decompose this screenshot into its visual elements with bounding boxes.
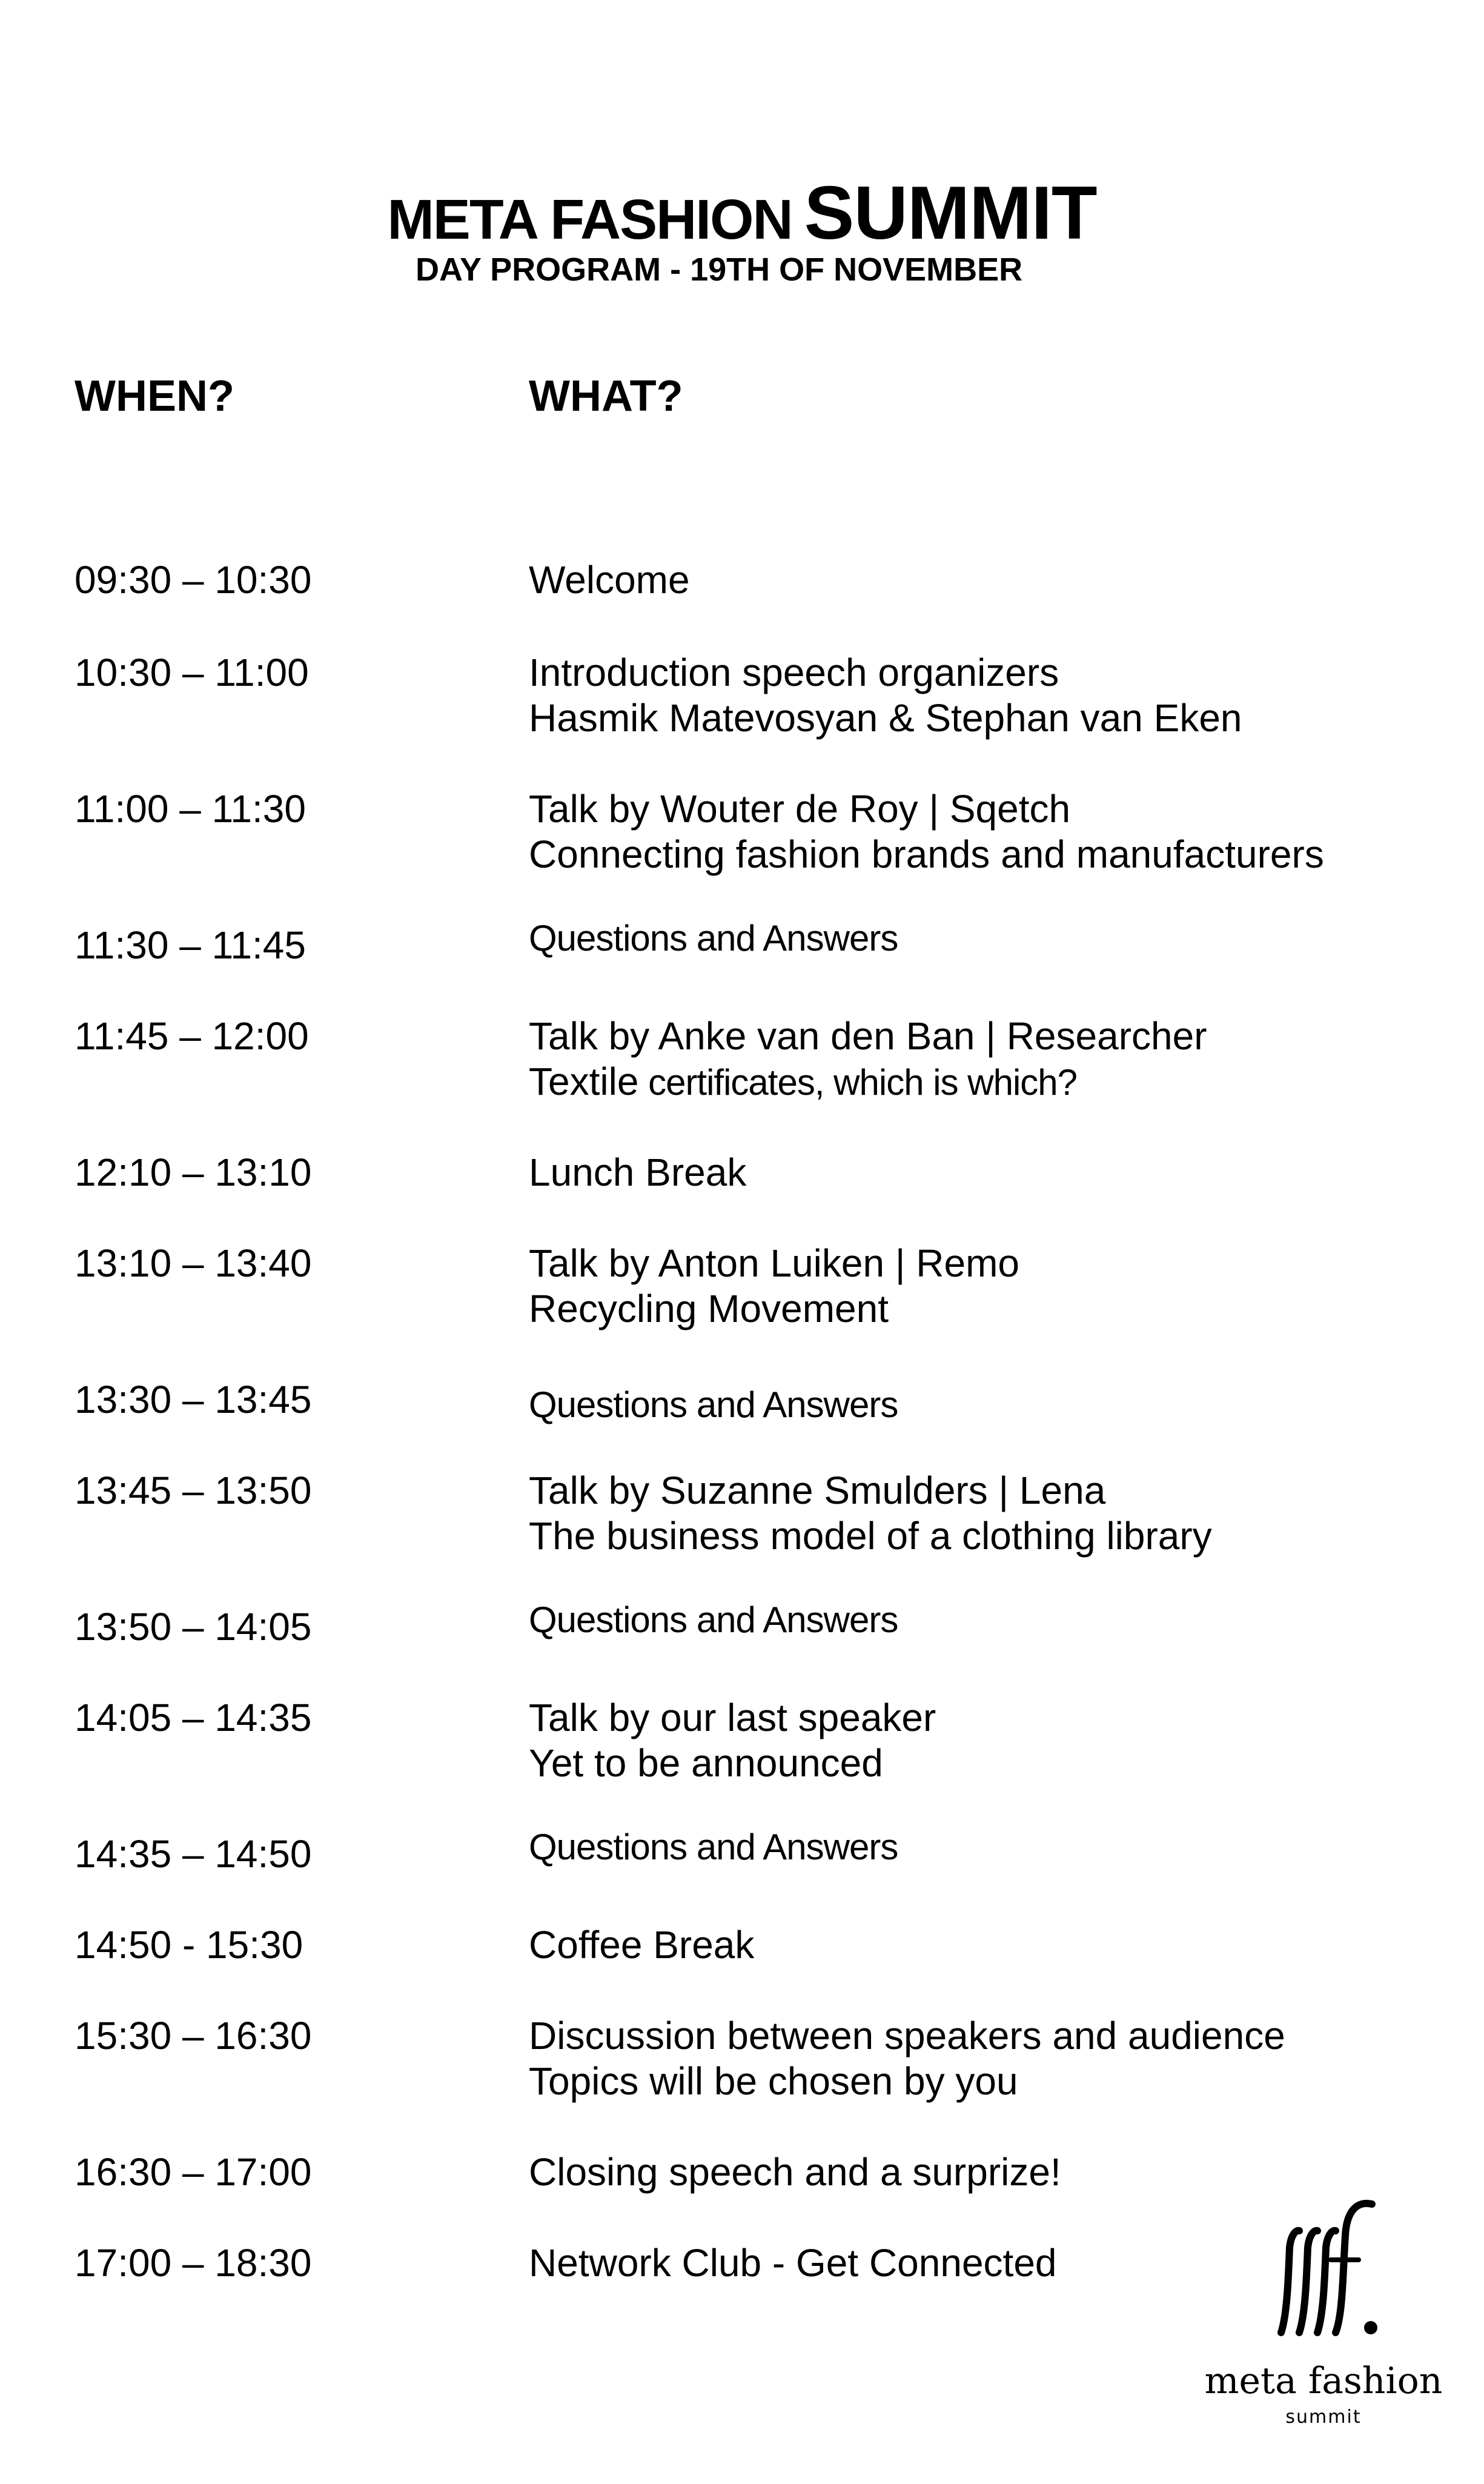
row-description	[529, 786, 1324, 877]
logo-wordmark: meta fashion	[1204, 2360, 1443, 2402]
description-line: Network Club - Get Connected	[529, 2241, 1057, 2285]
description-line	[529, 1059, 1207, 1105]
row-time: 10:30 – 11:00	[75, 651, 309, 694]
description-part: Textile	[529, 1060, 639, 1103]
row-description	[529, 650, 1242, 741]
row-time: 09:30 – 10:30	[75, 558, 312, 602]
row-description	[529, 1014, 1207, 1105]
description-line: Introduction speech organizers	[529, 651, 1059, 694]
row-time: 11:00 – 11:30	[75, 787, 306, 831]
description-line: Connecting fashion brands and manufacturers	[529, 832, 1324, 876]
row-time: 13:10 – 13:40	[75, 1241, 312, 1285]
row-description	[529, 2240, 1057, 2286]
row-time: 15:30 – 16:30	[75, 2014, 312, 2057]
row-description	[529, 1695, 936, 1786]
row-time: 11:45 – 12:00	[75, 1014, 309, 1058]
row-time: 14:35 – 14:50	[75, 1832, 312, 1876]
description-line: Recycling Movement	[529, 1287, 889, 1330]
title-main: META FASHION	[387, 188, 792, 251]
row-description	[529, 2150, 1061, 2195]
row-time: 11:30 – 11:45	[75, 923, 306, 967]
description-line: Welcome	[529, 558, 690, 602]
column-header-when: WHEN?	[75, 372, 234, 420]
row-time: 13:45 – 13:50	[75, 1469, 312, 1512]
description-line: Talk by our last speaker	[529, 1696, 936, 1739]
description-line: Coffee Break	[529, 1923, 755, 1967]
row-description	[529, 2013, 1285, 2104]
row-description	[529, 915, 898, 961]
description-line: Questions and Answers	[529, 1599, 898, 1640]
row-time: 16:30 – 17:00	[75, 2150, 312, 2194]
row-description	[529, 1922, 754, 1968]
row-time: 17:00 – 18:30	[75, 2241, 312, 2285]
description-line: Questions and Answers	[529, 918, 898, 958]
row-description	[529, 1597, 898, 1642]
row-description	[529, 1382, 898, 1427]
page-subtitle: DAY PROGRAM - 19TH OF NOVEMBER	[416, 251, 1023, 288]
logo-subtitle: summit	[1285, 2406, 1362, 2428]
mf-monogram-icon	[1275, 2193, 1384, 2345]
description-line: Lunch Break	[529, 1151, 747, 1194]
description-line: Questions and Answers	[529, 1384, 898, 1425]
description-line: Talk by Anton Luiken | Remo	[529, 1241, 1019, 1285]
row-time: 13:50 – 14:05	[75, 1605, 312, 1649]
row-time: 14:50 - 15:30	[75, 1923, 303, 1967]
description-line: Yet to be announced	[529, 1741, 883, 1785]
description-line: Discussion between speakers and audience	[529, 2014, 1285, 2057]
description-line: Talk by Wouter de Roy | Sqetch	[529, 787, 1071, 831]
description-line: Hasmik Matevosyan & Stephan van Eken	[529, 696, 1242, 740]
brand-logo	[1202, 2193, 1445, 2436]
row-time: 13:30 – 13:45	[75, 1378, 312, 1421]
title-summit: SUMMIT	[804, 171, 1097, 255]
row-time: 12:10 – 13:10	[75, 1151, 312, 1194]
description-part: certificates, which is which?	[638, 1062, 1078, 1103]
description-line: The business model of a clothing library	[529, 1514, 1212, 1558]
description-line: Topics will be chosen by you	[529, 2059, 1018, 2103]
row-description	[529, 1241, 1019, 1332]
row-description	[529, 1150, 746, 1195]
row-description	[529, 1468, 1212, 1559]
page-title	[0, 171, 1484, 255]
description-line: Talk by Anke van den Ban | Researcher	[529, 1014, 1207, 1058]
description-line: Questions and Answers	[529, 1827, 898, 1867]
description-line: Closing speech and a surprize!	[529, 2150, 1061, 2194]
column-header-what: WHAT?	[529, 372, 683, 420]
row-description	[529, 1824, 898, 1870]
row-description	[529, 557, 690, 603]
description-line: Talk by Suzanne Smulders | Lena	[529, 1469, 1106, 1512]
row-time: 14:05 – 14:35	[75, 1696, 312, 1739]
